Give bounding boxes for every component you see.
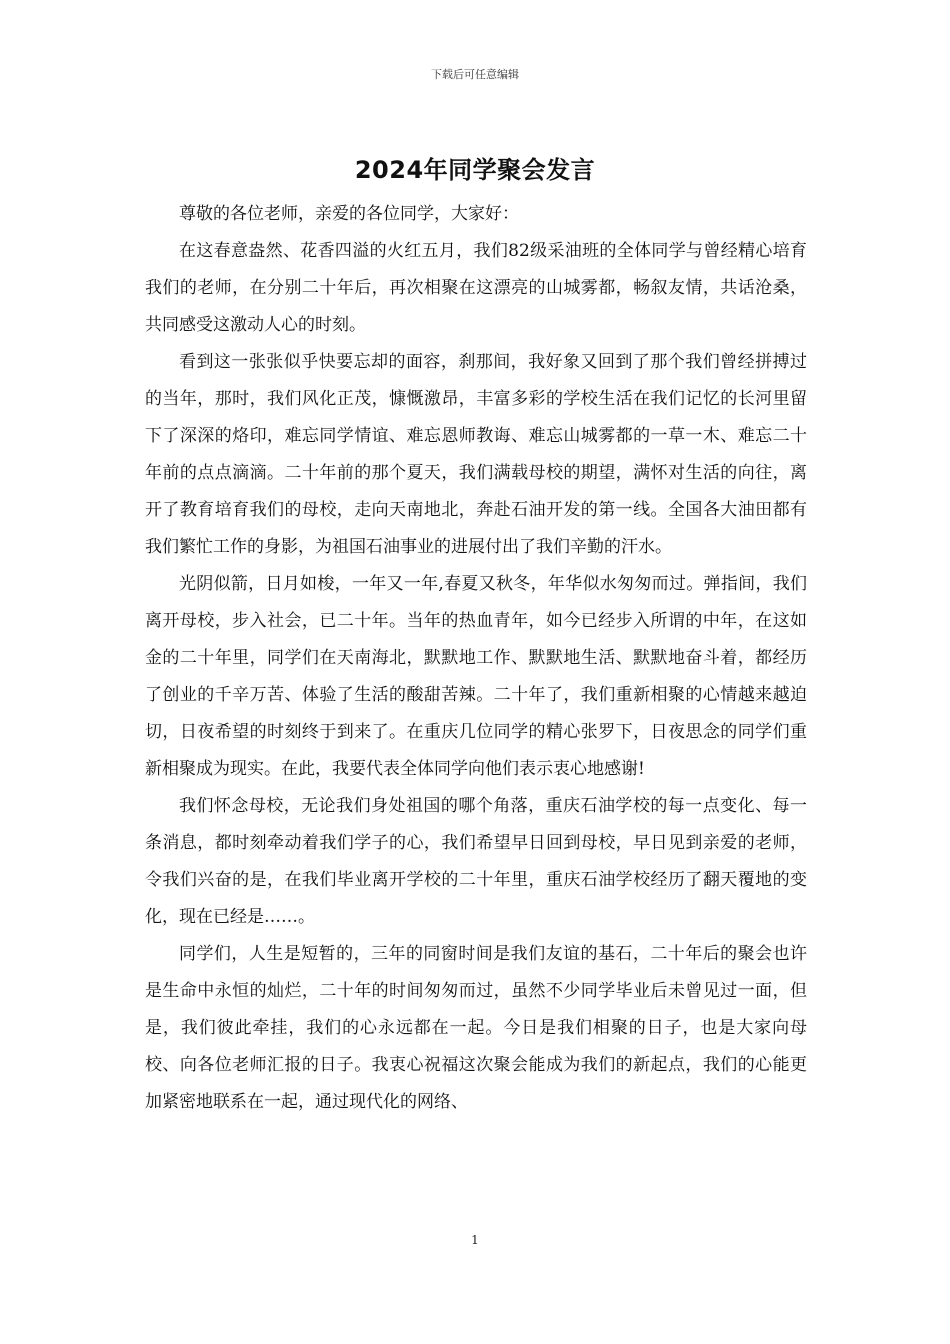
page-number: 1 xyxy=(471,1233,479,1247)
paragraph-2: 看到这一张张似乎快要忘却的面容，刹那间，我好象又回到了那个我们曾经拼搏过的当年，那时，我们风化正茂，慷慨激昂，丰富多彩的学校生活在我们记忆的长河里留下了深深的烙印，难忘同学情谊、难忘恩师教诲、难忘山城雾都的一草一木、难忘二十年前的点点滴滴。二十年前的那个夏天，我们满载母校的期望，满怀对生活的向往，离开了教育培育我们的母校，走向天南地北，奔赴石油开发的第一线。全国各大油田都有我们繁忙工作的身影，为祖国石油事业的进展付出了我们辛勤的汗水。 xyxy=(145,352,807,557)
header-note: 下载后可任意编辑 xyxy=(431,68,519,81)
paragraph-3: 光阴似箭，日月如梭，一年又一年,春夏又秋冬，年华似水匆匆而过。弹指间，我们离开母校，步入社会，已二十年。当年的热血青年，如今已经步入所谓的中年，在这如金的二十年里，同学们在天南海北，默默地工作、默默地生活、默默地奋斗着，都经历了创业的千辛万苦、体验了生活的酸甜苦辣。二十年了，我们重新相聚的心情越来越迫切，日夜希望的时刻终于到来了。在重庆几位同学的精心张罗下，日夜思念的同学们重新相聚成为现实。在此，我要代表全体同学向他们表示衷心地感谢! xyxy=(145,574,807,779)
paragraph-4: 我们怀念母校，无论我们身处祖国的哪个角落，重庆石油学校的每一点变化、每一条消息，都时刻牵动着我们学子的心，我们希望早日回到母校，早日见到亲爱的老师，令我们兴奋的是，在我们毕业离开学校的二十年里，重庆石油学校经历了翻天覆地的变化，现在已经是……。 xyxy=(145,796,807,927)
document-title: 2024年同学聚会发言 xyxy=(354,156,596,184)
paragraph-5: 同学们，人生是短暂的，三年的同窗时间是我们友谊的基石，二十年后的聚会也许是生命中永恒的灿烂，二十年的时间匆匆而过，虽然不少同学毕业后未曾见过一面，但是，我们彼此牵挂，我们的心永远都在一起。今日是我们相聚的日子，也是大家向母校、向各位老师汇报的日子。我衷心祝福这次聚会能成为我们的新起点，我们的心能更加紧密地联系在一起，通过现代化的网络、 xyxy=(145,944,807,1112)
paragraph-greeting: 尊敬的各位老师，亲爱的各位同学，大家好： xyxy=(179,204,519,224)
paragraph-1: 在这春意盎然、花香四溢的火红五月，我们82级采油班的全体同学与曾经精心培育我们的老师，在分别二十年后，再次相聚在这漂亮的山城雾都，畅叙友情，共话沧桑，共同感受这激动人心的时刻。 xyxy=(145,241,807,335)
document-body xyxy=(145,196,807,1121)
